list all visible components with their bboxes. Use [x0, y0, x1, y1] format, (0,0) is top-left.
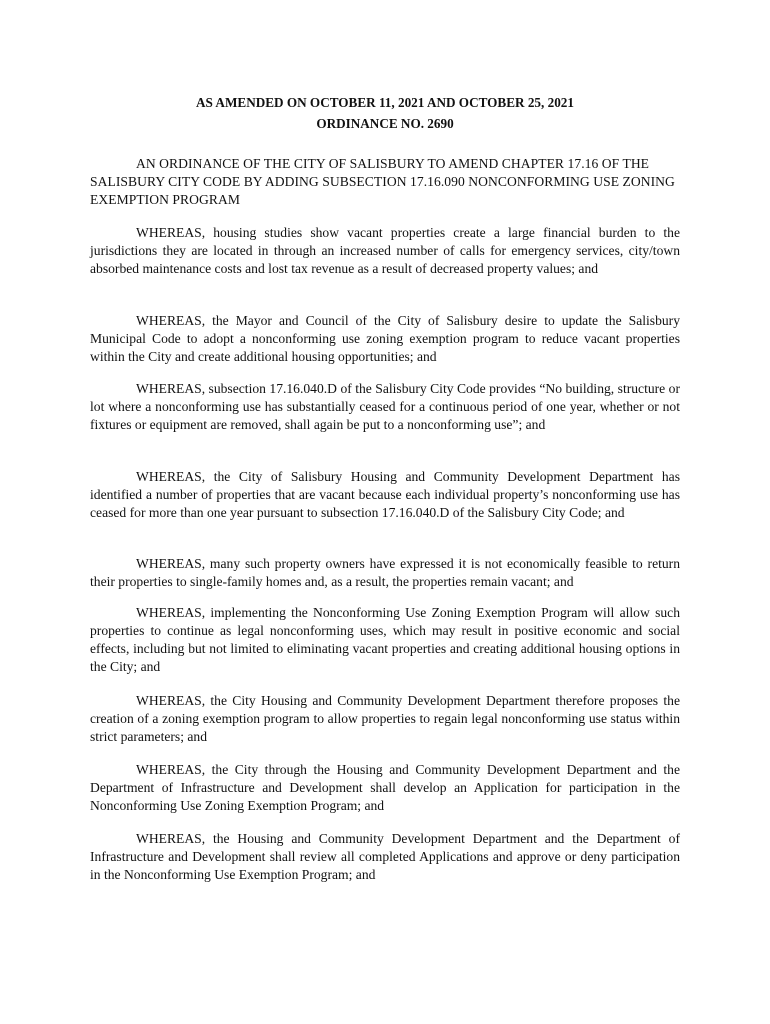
- ordinance-title: AN ORDINANCE OF THE CITY OF SALISBURY TO AMEND CHAPTER 17.16 OF THE SALISBURY CITY CODE BY ADDING SUBSECTION 17.16.090 NONCONFORMING USE ZONING EXEMPTION PROGRAM: [90, 156, 675, 207]
- amendment-header: AS AMENDED ON OCTOBER 11, 2021 AND OCTOBER 25, 2021: [196, 95, 574, 110]
- whereas-paragraph-4: WHEREAS, the City of Salisbury Housing and Community Development Department has identified a number of properties that are vacant because each individual property’s nonconforming use has ceased for more than one year pursuant to subsection 17.16.040.D of the Salisbury City Code; and: [90, 469, 680, 520]
- ordinance-number: ORDINANCE NO. 2690: [316, 116, 454, 131]
- whereas-paragraph-8: WHEREAS, the City through the Housing and Community Development Department and the Department of Infrastructure and Development shall develop an Application for participation in the Nonconforming Use Zoning Exemption Program; and: [90, 762, 680, 813]
- whereas-paragraph-5: WHEREAS, many such property owners have expressed it is not economically feasible to return their properties to single-family homes and, as a result, the properties remain vacant; and: [90, 556, 680, 589]
- whereas-paragraph-1: WHEREAS, housing studies show vacant properties create a large financial burden to the jurisdictions they are located in through an increased number of calls for emergency services, city/town absorbed maintenance costs and lost tax revenue as a result of decreased property values; and: [90, 225, 680, 276]
- whereas-paragraph-9: WHEREAS, the Housing and Community Development Department and the Department of Infrastructure and Development shall review all completed Applications and approve or deny participation in the Nonconforming Use Exemption Program; and: [90, 831, 680, 882]
- whereas-paragraph-7: WHEREAS, the City Housing and Community Development Department therefore proposes the creation of a zoning exemption program to allow properties to regain legal nonconforming use status within strict parameters; and: [90, 693, 680, 744]
- whereas-paragraph-6: WHEREAS, implementing the Nonconforming Use Zoning Exemption Program will allow such properties to continue as legal nonconforming uses, which may result in positive economic and social effects, including but not limited to eliminating vacant properties and creating additional housing options in the City; and: [90, 605, 680, 674]
- whereas-paragraph-2: WHEREAS, the Mayor and Council of the City of Salisbury desire to update the Salisbury Municipal Code to adopt a nonconforming use zoning exemption program to reduce vacant properties within the City and create additional housing opportunities; and: [90, 313, 680, 364]
- whereas-paragraph-3: WHEREAS, subsection 17.16.040.D of the Salisbury City Code provides “No building, structure or lot where a nonconforming use has substantially ceased for a continuous period of one year, whether or not fixtures or equipment are removed, shall again be put to a nonconforming use”; and: [90, 381, 680, 432]
